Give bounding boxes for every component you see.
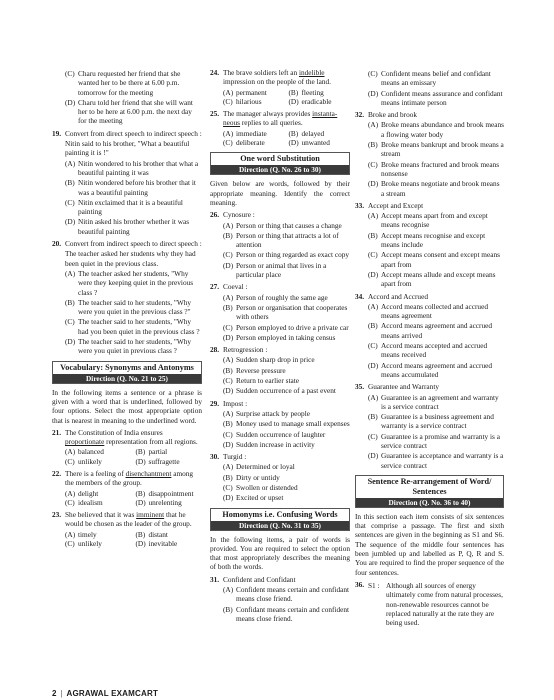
section-instructions: In the following items a sentence or a phrase is given with a word that is underlined, followed by four options. Select the most appropriate option that is nearest in meaning to the underlined word. xyxy=(52,387,202,425)
question-36: 36. S1 : Although all sources of energy ultimately come from natural processes, non-renewable resources cannot be replaced naturally at the rate they are being used. xyxy=(355,579,503,628)
column-left xyxy=(52,68,202,551)
question-25: 25. The manager always provides instanta-neous replies to all queries. (A) immediate (B) delayed (C) deliberate (D) unwanted xyxy=(210,109,350,147)
question-21: 21. The Constitution of India ensures proportionate representation from all regions. (A) balanced (B) partial (C) unlikely (D) suffragette xyxy=(52,428,202,466)
option: (B) Broke means bankrupt and brook means a stream xyxy=(368,140,504,159)
option: (B) Guarantee is a business agreement and warranty is a service contract xyxy=(368,412,494,431)
option: (A) delight xyxy=(65,488,99,498)
footer-separator: | xyxy=(60,689,63,698)
option: (C) Nitin exclaimed that it is a beautiful painting xyxy=(65,197,183,217)
option: (C) Charu requested her friend that she wanted her to be there at 6.00 p.m. tomorrow for the meeting xyxy=(65,69,181,97)
question-33: 33. Accept and Except (A) Accept means apart from and except means recognise (B) Accept means recognise and except means include (C) Accept means consent and except means apart from (D) Accept means allude and except means apart from xyxy=(355,201,504,289)
question-34: 34. Accord and Accrued (A) Accord means collected and accrued means agreement (B) Accord means agreement and accrued means arrived (C) Accord means accepted and accrued means received (D) Accord means agreement and accrued means accumulated xyxy=(355,292,504,380)
option: (D) Sudden occurrence of a past event xyxy=(223,386,336,396)
option: (B) Nitin wondered before his brother that it was a beautiful painting xyxy=(65,178,196,197)
question-stem: Retrogression : xyxy=(223,345,268,355)
question-stem: Turgid : xyxy=(223,452,247,462)
option: (D) Confident means assurance and confidant means intimate person xyxy=(368,88,503,107)
question-19: 19. Convert from direct speech to indirect speech : Nitin said to his brother, "What a beautiful painting it is !" (A) Nitin wondered to his brother that what a beautiful painting it was (B) Nitin wondered before his brother that it was a beautiful painting (C) Nitin exclaimed that it is a beautiful painting (D) Nitin asked his brother whether it was beautiful painting xyxy=(52,128,202,236)
option: (A) Confident means certain and confidant means close friend. xyxy=(223,585,350,604)
option: (B) Dirty or untidy xyxy=(223,472,280,482)
question-22: 22. There is a feeling of disenchantment among the members of the group. (A) delight (B) disappointment (C) idealism (D) unrelenting xyxy=(52,469,202,507)
option: (B) Reverse pressure xyxy=(223,365,286,375)
question-29: 29. Impost : (A) Surprise attack by people (B) Money used to manage small expenses (C) Sudden occurrence of laughter (D) Sudden increase in activity xyxy=(210,398,350,449)
section-instructions: In the following items, a pair of words is provided. You are required to select the option that most appropriately describes the meaning of both the words. xyxy=(210,534,350,572)
question-24: 24. The brave soldiers left an indelible impression on the people of the land. (A) permanent (B) fleeting (C) hilarious (D) eradicable xyxy=(210,68,350,106)
option: (B) Money used to manage small expenses xyxy=(223,419,350,429)
option: (A) The teacher asked her students, "Why were they keeping quiet in the previous class ? xyxy=(65,268,194,297)
option: (A) Sudden sharp drop in price xyxy=(223,355,315,365)
question-stem: She believed that it was imminent that he would be chosen as the leader of the group. xyxy=(65,510,192,529)
option: (C) Swollen or distended xyxy=(223,482,298,492)
column-right xyxy=(355,68,504,630)
column-middle xyxy=(210,68,350,626)
option: (A) balanced xyxy=(65,447,104,457)
question-stem: There is a feeling of disenchantment among the members of the group. xyxy=(65,468,194,488)
option: (A) Nitin wondered to his brother that what a beautiful painting it was xyxy=(65,158,199,177)
question-stem: Convert from indirect speech to direct speech : xyxy=(65,239,202,249)
question-stem: The brave soldiers left an indelible impression on the people of the land. xyxy=(223,68,332,87)
option: (B) The teacher said to her students, "Why were you quiet in the previous class ?" xyxy=(65,297,192,317)
option: (C) Person or thing regarded as exact copy xyxy=(223,250,350,260)
option: (B) Person or thing that attracts a lot of attention xyxy=(223,230,339,250)
option: (C) Accept means consent and except means apart from xyxy=(368,250,500,269)
option: (D) inevitable xyxy=(135,539,178,549)
question-stem: Impost : xyxy=(223,398,248,408)
option: (C) unlikely xyxy=(65,456,102,466)
option: (C) Guarantee is a promise and warranty is a service contract xyxy=(368,431,500,450)
q31-continued xyxy=(355,68,504,107)
option: (D) Broke means negotiate and brook means a stream xyxy=(368,179,500,198)
option: (A) immediate xyxy=(223,128,267,138)
option: (C) Confident means belief and confidant means an emissary xyxy=(368,69,491,88)
q18-continued xyxy=(52,68,202,126)
question-stem: Convert from direct speech to indirect speech : xyxy=(65,128,202,138)
option: (C) Person employed to drive a private car xyxy=(223,322,349,332)
section-direction: Direction (Q. No. 36 to 40) xyxy=(356,498,503,507)
question-26: 26. Cynosure : (A) Person or thing that causes a change (B) Person or thing that attracts a lot of attention (C) Person or thing regarded as exact copy (D) Person or animal that lives in a particular place xyxy=(210,210,350,280)
page-footer xyxy=(52,689,158,699)
option: (C) The teacher said to her students, "Why had you been quiet in the previous class ? xyxy=(65,317,200,336)
option: (D) Charu told her friend that she will want her to be here at 6.00 p.m. the next day for the meeting xyxy=(65,97,193,126)
question-stem: The Constitution of India ensures proportionate representation from all regions. xyxy=(65,427,198,447)
option: (B) delayed xyxy=(288,128,325,138)
option: (A) Determined or loyal xyxy=(223,462,295,472)
option: (A) Person or thing that causes a change xyxy=(223,220,342,230)
option: (B) distant xyxy=(135,529,168,539)
option: (D) Person employed in taking census xyxy=(223,332,336,342)
option: (D) Guarantee is acceptance and warranty is a service contract xyxy=(368,451,504,470)
section-instructions: In this section each item consists of six sentences that comprise a passage. The first and sixth sentences are given in the beginning as S1 and S6. The sequence of the middle four sentences has been jumbled up and labelled as P, Q, R and S. You are required to find the proper sequence of the four sentences. xyxy=(355,511,504,577)
option: (C) Sudden occurrence of laughter xyxy=(223,429,326,439)
option: (A) permanent xyxy=(223,87,267,97)
option: (C) idealism xyxy=(65,497,103,507)
option: (B) Accord means agreement and accrued means arrived xyxy=(368,321,493,340)
question-stem: Accord and Accrued xyxy=(368,291,428,301)
question-23: 23. She believed that it was imminent that he would be chosen as the leader of the group. (A) timely (B) distant (C) unlikely (D) inevitable xyxy=(52,510,202,548)
option: (B) disappointment xyxy=(135,488,194,498)
question-32: 32. Broke and brook (A) Broke means abundance and brook means a flowing water body (B) Broke means bankrupt and brook means a stream (C) Broke means fractured and brook means nonsense (D) Broke means negotiate and brook means a stream xyxy=(355,110,504,198)
option: (C) Broke means fractured and brook means nonsense xyxy=(368,159,500,178)
option: (B) Confidant means certain and confident means close friend. xyxy=(223,604,350,623)
section-title: Sentence Re-arrangement of Word/ Sentences xyxy=(367,476,492,496)
section-instructions: Given below are words, followed by their appropriate meaning. Identify the correct meaning. xyxy=(210,179,350,207)
section-title: Homonyms i.e. Confusing Words xyxy=(222,509,338,519)
option: (C) Accord means accepted and accrued means received xyxy=(368,341,488,360)
option: (D) Accord means agreement and accrued means accumulated xyxy=(368,360,493,379)
question-stem: Guarantee and Warranty xyxy=(368,382,439,392)
option: (D) Accept means allude and except means apart from xyxy=(368,269,496,289)
question-20: 20. Convert from indirect speech to direct speech : The teacher asked her students why they had been quiet in the previous class. (A) The teacher asked her students, "Why were they keeping quiet in the previous class ? (B) The teacher said to her students, "Why were you quiet in the previous class ?" (C) The teacher said to her students, "Why had you been quiet in the previous class ? (D) The teacher said to her students, "Why were you quiet in previous class ? xyxy=(52,239,202,356)
option: (A) Accord means collected and accrued means agreement xyxy=(368,301,488,321)
option: (D) Nitin asked his brother whether it was beautiful painting xyxy=(65,217,190,236)
question-stem: Broke and brook xyxy=(368,110,418,120)
section-header-one-word xyxy=(210,152,350,175)
option: (C) hilarious xyxy=(223,96,262,106)
option: (B) Person or organisation that cooperates with others xyxy=(223,302,348,322)
question-30: 30. Turgid : (A) Determined or loyal (B) Dirty or untidy (C) Swollen or distended (D) Excited or upset xyxy=(210,452,350,502)
option: (A) Person of roughly the same age xyxy=(223,292,328,302)
option: (D) eradicable xyxy=(288,96,332,106)
option: (A) Surprise attack by people xyxy=(223,408,310,418)
question-31: 31. Confident and Confidant (A) Confident means certain and confidant means close friend. (B) Confidant means certain and confident means close friend. xyxy=(210,574,350,623)
sentence-s1: Although all sources of energy ultimately come from natural processes, non-renewable resources cannot be replaced naturally at the rate they are being used. xyxy=(386,580,503,628)
question-35: 35. Guarantee and Warranty (A) Guarantee is an agreement and warranty is a service contract (B) Guarantee is a business agreement and warranty is a service contract (C) Guarantee is a promise and warranty is a service contract (D) Guarantee is acceptance and warranty is a service contract xyxy=(355,382,504,470)
option: (C) Return to earlier state xyxy=(223,376,300,386)
section-header-homonyms xyxy=(210,508,350,531)
option: (C) deliberate xyxy=(223,138,265,148)
option: (D) unwanted xyxy=(288,138,330,148)
section-header-vocabulary xyxy=(52,361,202,384)
question-stem: The manager always provides instanta-neous replies to all queries. xyxy=(223,109,338,128)
option: (B) Accept means recognise and except means include xyxy=(368,230,486,250)
question-quote: The teacher asked her students why they had been quiet in the previous class. xyxy=(65,249,196,268)
question-28: 28. Retrogression : (A) Sudden sharp drop in price (B) Reverse pressure (C) Return to earlier state (D) Sudden occurrence of a past event xyxy=(210,345,350,395)
option: (B) fleeting xyxy=(288,87,324,97)
option: (D) Sudden increase in activity xyxy=(223,439,315,449)
option: (A) Broke means abundance and brook means a flowing water body xyxy=(368,120,504,139)
section-title: One word Substitution xyxy=(240,154,320,164)
section-header-sentence-rearrangement xyxy=(355,475,504,508)
question-stem: Confident and Confidant xyxy=(223,574,296,584)
page-number: 2 xyxy=(52,689,57,698)
option: (B) partial xyxy=(135,447,168,457)
option: (A) Accept means apart from and except means recognise xyxy=(368,211,488,230)
option: (C) unlikely xyxy=(65,539,102,549)
option: (A) Guarantee is an agreement and warranty is a service contract xyxy=(368,392,499,411)
question-27: 27. Coeval : (A) Person of roughly the same age (B) Person or organisation that cooperates with others (C) Person employed to drive a private car (D) Person employed in taking census xyxy=(210,282,349,342)
section-direction: Direction (Q. No. 26 to 30) xyxy=(211,165,349,174)
option: (D) The teacher said to her students, "Why were you quiet in previous class ? xyxy=(65,337,192,356)
publisher-logo: AGRAWAL EXAMCART xyxy=(66,689,159,698)
option: (A) timely xyxy=(65,529,97,539)
question-stem: Accept and Except xyxy=(368,200,424,210)
question-quote: Nitin said to his brother, "What a beautiful painting it is !" xyxy=(65,139,190,158)
section-direction: Direction (Q. No. 31 to 35) xyxy=(211,521,349,530)
section-direction: Direction (Q. No. 21 to 25) xyxy=(53,374,201,383)
section-title: Vocabulary: Synonyms and Antonyms xyxy=(60,362,194,372)
option: (D) suffragette xyxy=(135,456,180,466)
question-stem: Cynosure : xyxy=(223,210,255,220)
option: (D) Excited or upset xyxy=(223,493,284,503)
option: (D) Person or animal that lives in a particular place xyxy=(223,260,327,280)
question-stem: Coeval : xyxy=(223,282,248,292)
option: (D) unrelenting xyxy=(135,497,182,507)
